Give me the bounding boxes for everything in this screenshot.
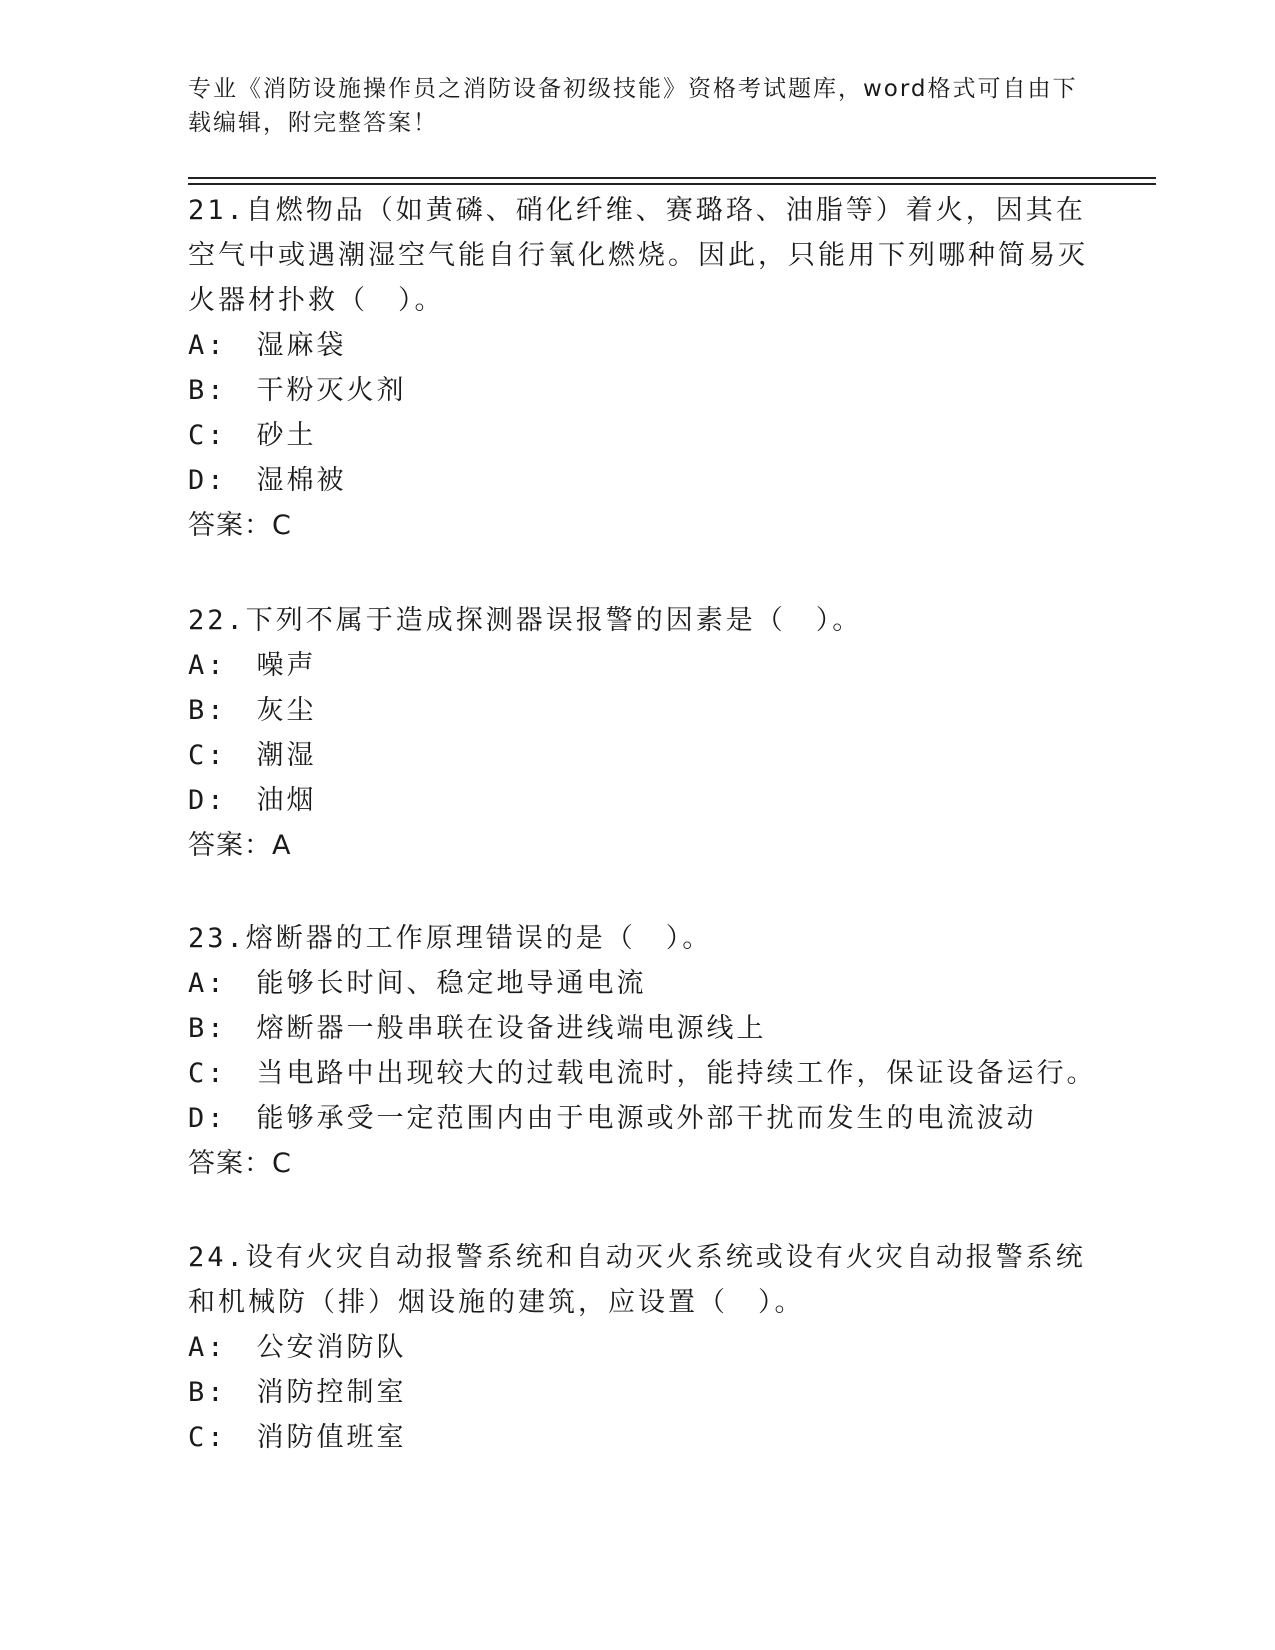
header-divider-top xyxy=(188,177,1156,179)
option-a: A: 能够长时间、稳定地导通电流 xyxy=(188,968,647,999)
option-d: D: 油烟 xyxy=(188,785,317,816)
answer: 答案：C xyxy=(188,1148,292,1179)
option-b: B: 灰尘 xyxy=(188,695,317,726)
question-24 xyxy=(188,1235,1088,1460)
question-22 xyxy=(188,598,1088,868)
document-intro: 专业《消防设施操作员之消防设备初级技能》资格考试题库，word格式可自由下载编辑，附完整答案！ xyxy=(188,76,1078,136)
question-23 xyxy=(188,916,1097,1186)
header-divider-bottom xyxy=(188,183,1156,185)
option-a: A: 湿麻袋 xyxy=(188,330,347,361)
option-d: D: 能够承受一定范围内由于电源或外部干扰而发生的电流波动 xyxy=(188,1103,1037,1134)
question-stem: 21.自燃物品（如黄磷、硝化纤维、赛璐珞、油脂等）着火，因其在空气中或遇潮湿空气能自行氧化燃烧。因此，只能用下列哪种简易灭火器材扑救（ ）。 xyxy=(188,195,1088,316)
option-c: C: 潮湿 xyxy=(188,740,317,771)
option-b: B: 熔断器一般串联在设备进线端电源线上 xyxy=(188,1013,767,1044)
option-b: B: 消防控制室 xyxy=(188,1377,407,1408)
option-a: A: 公安消防队 xyxy=(188,1332,407,1363)
option-b: B: 干粉灭火剂 xyxy=(188,375,407,406)
option-a: A: 噪声 xyxy=(188,650,317,681)
option-c: C: 消防值班室 xyxy=(188,1422,407,1453)
option-c: C: 砂土 xyxy=(188,420,317,451)
option-c: C: 当电路中出现较大的过载电流时，能持续工作，保证设备运行。 xyxy=(188,1058,1097,1089)
answer: 答案：C xyxy=(188,510,292,541)
question-stem: 22.下列不属于造成探测器误报警的因素是（ ）。 xyxy=(188,605,863,636)
question-21 xyxy=(188,188,1088,548)
question-stem: 23.熔断器的工作原理错误的是（ ）。 xyxy=(188,923,713,954)
option-d: D: 湿棉被 xyxy=(188,465,347,496)
answer: 答案：A xyxy=(188,830,292,861)
question-stem: 24.设有火灾自动报警系统和自动灭火系统或设有火灾自动报警系统和机械防（排）烟设施的建筑，应设置（ ）。 xyxy=(188,1242,1086,1318)
